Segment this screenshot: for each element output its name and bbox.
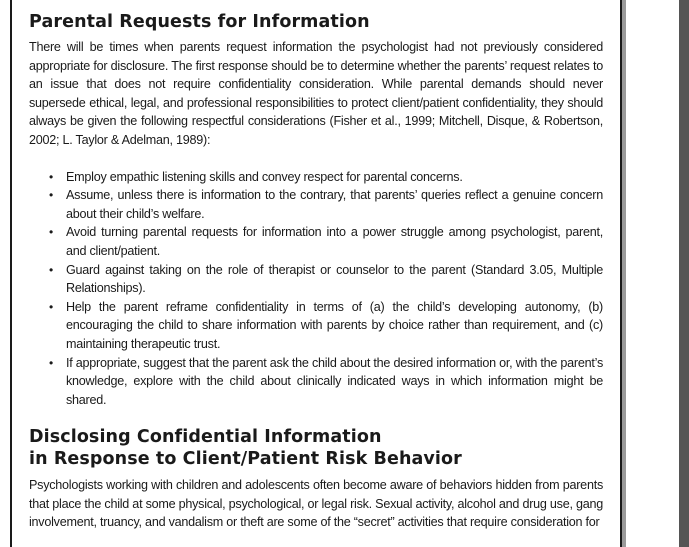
list-item (49, 168, 603, 187)
bullet-icon: • (49, 188, 53, 203)
section-heading-parental-requests: Parental Requests for Information (29, 12, 370, 32)
list-item-text: Employ empathic listening skills and convey respect for parental concerns. (66, 169, 463, 184)
section-body-paragraph: Psychologists working with children and adolescents often become aware of behaviors hidden from parents that place the child at some physical, psychological, or legal risk. Sexual activity, alcohol and drug use, gang involvement, truancy, and vandalism or theft are some of the “secret” activities that require consideration for (29, 478, 603, 530)
vertical-scrollbar[interactable] (679, 0, 689, 547)
section-intro-paragraph: There will be times when parents request information the psychologist had not previously considered appropriate for disclosure. The first response should be to determine whether the parents’ request relates to an issue that does not require confidentiality consideration. While parental demands should never supersede ethical, legal, and professional responsibilities to protect client/patient confidentiality, they should always be given the following respectful considerations (Fisher et al., 1999; Mitchell, Disque, & Robertson, 2002; L. Taylor & Adelman, 1989): (29, 40, 603, 147)
bullet-icon: • (49, 299, 53, 314)
page-left-border (10, 0, 12, 547)
bullet-icon: • (49, 355, 53, 370)
list-item (49, 223, 603, 260)
list-item-text: If appropriate, suggest that the parent ask the child about the desired information or, with the parent’s knowledge, explore with the child about clinically indicated ways in which information might be shared. (66, 355, 603, 407)
list-item-text: Avoid turning parental requests for information into a power struggle among psychologist, parent, and client/patient. (66, 225, 603, 258)
list-item-text: Assume, unless there is information to the contrary, that parents’ queries reflect a genuine concern about their child’s welfare. (66, 188, 603, 221)
page-content (29, 8, 603, 532)
list-item-text: Help the parent reframe confidentiality in terms of (a) the child’s developing autonomy, (b) encouraging the child to share information with parents by choice rather than requirement, and (c) maintaining therapeutic trust. (66, 299, 603, 351)
considerations-list (29, 168, 603, 410)
list-item-text: Guard against taking on the role of therapist or counselor to the parent (Standard 3.05, Multiple Relationships). (66, 262, 603, 296)
list-item (49, 186, 603, 223)
heading-line-1: Disclosing Confidential Information (29, 427, 382, 448)
section-heading-disclosing-information (29, 426, 603, 470)
bullet-icon: • (49, 262, 53, 277)
list-item (49, 298, 603, 354)
heading-line-2: in Response to Client/Patient Risk Behavior (29, 449, 462, 470)
bullet-icon: • (49, 169, 53, 184)
list-item (49, 261, 603, 298)
viewer-gutter (626, 0, 679, 547)
bullet-icon: • (49, 225, 53, 240)
list-item (49, 354, 603, 410)
